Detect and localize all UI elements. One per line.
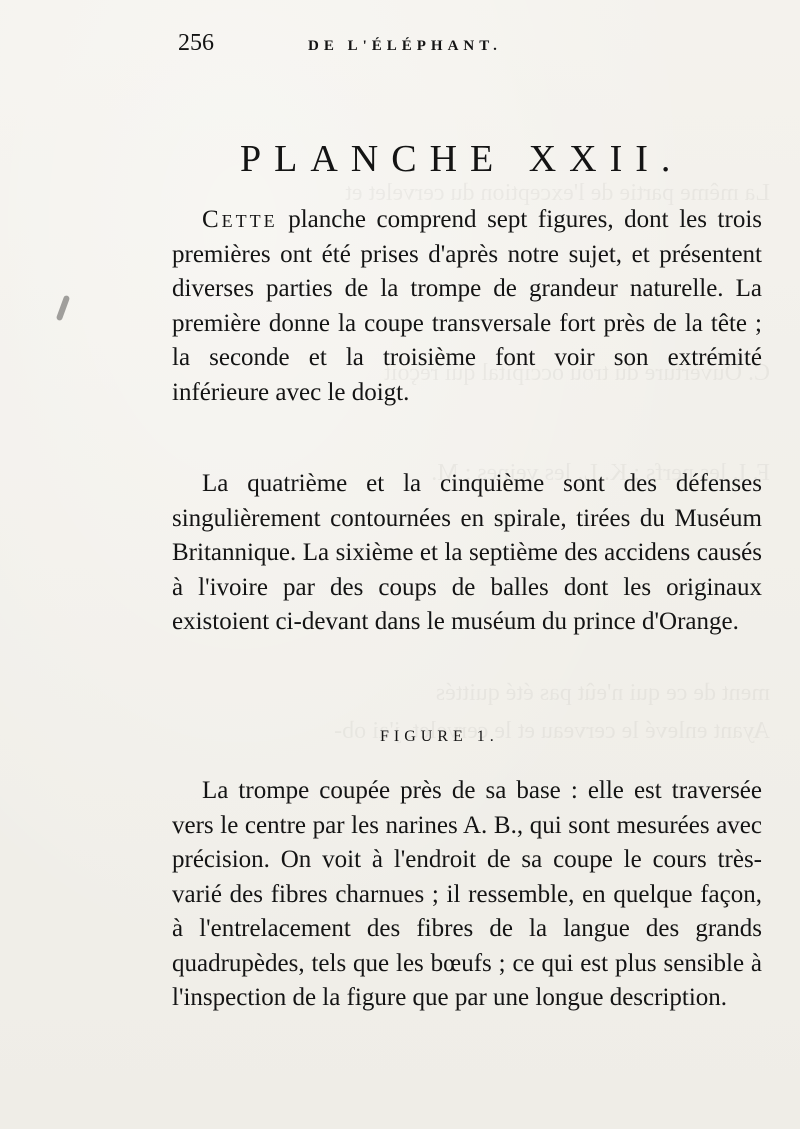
paragraph-defenses <box>172 467 762 640</box>
ink-mark <box>56 295 71 321</box>
paragraph-text: La quatrième et la cinquième sont des défenses singulièrement contournées en spirale, tirées du Muséum Britannique. La sixième et la septième des accidens causés à l'ivoire par des coups de balles dont les originaux existoient ci-devant dans le muséum du prince d'Orange. <box>172 470 762 635</box>
paragraph-intro <box>172 203 762 410</box>
paragraph-lead-word: Cette <box>202 206 278 233</box>
bleed-through-text <box>150 680 770 707</box>
paragraph-text: La trompe coupée près de sa base : elle est traversée vers le centre par les narines A. B., qui sont mesurées avec précision. On voit à l'endroit de sa coupe le cours très-varié des fibres charnues ; il ressemble, en quelque façon, à l'entrelacement des fibres de la langue des grands quadrupèdes, tels que les bœufs ; ce qui est plus sensible à l'inspection de la figure que par une longue description. <box>172 777 762 1011</box>
running-head-title: DE L'ÉLÉPHANT. <box>308 38 502 54</box>
paragraph-text: planche comprend sept figures, dont les trois premières ont été prises d'après notre sujet, et présentent diverses parties de la trompe de grandeur naturelle. La première donne la coupe transversale fort près de la tête ; la seconde et la troisième font voir son extrémité inférieure avec le doigt. <box>172 206 762 406</box>
page-number: 256 <box>178 30 214 56</box>
figure-heading: FIGURE 1. <box>380 728 499 745</box>
plate-title: PLANCHE XXII. <box>240 138 684 181</box>
running-header <box>178 30 638 64</box>
paragraph-figure-1 <box>172 774 762 1016</box>
